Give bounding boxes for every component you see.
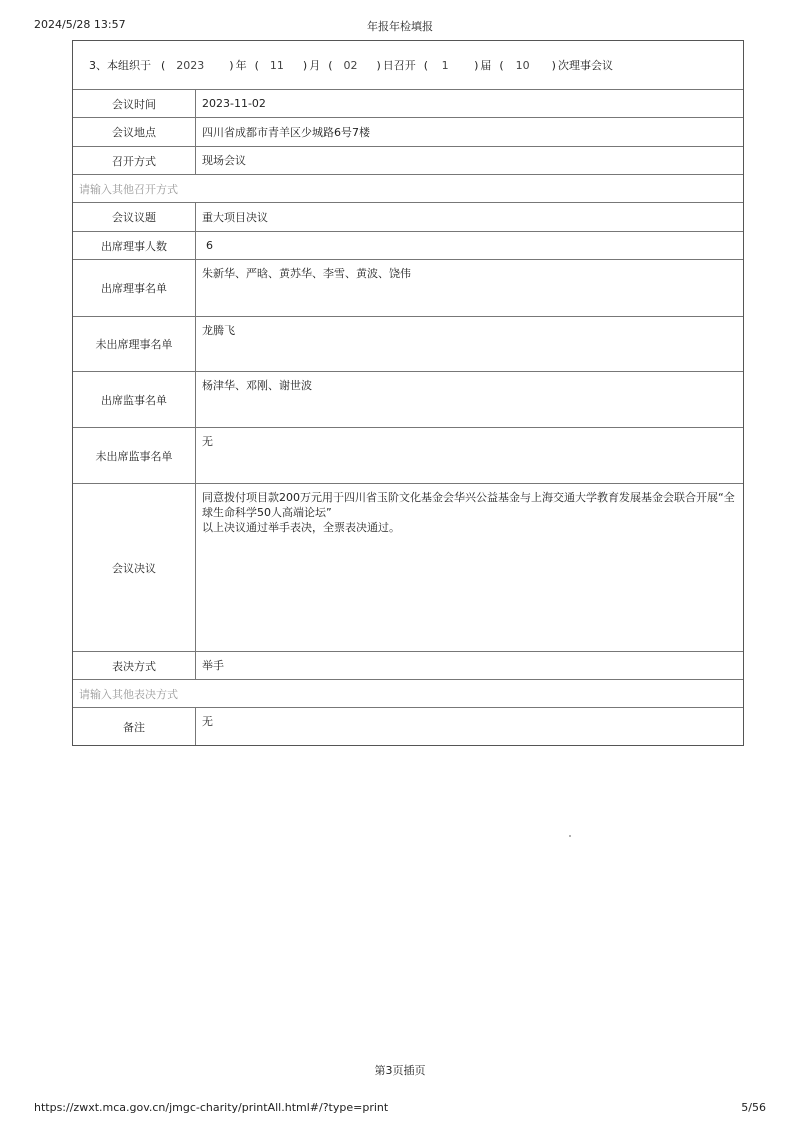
absent-names-label: 未出席理事名单 (73, 317, 196, 371)
absent-names-row (73, 317, 743, 372)
mode-row (73, 147, 743, 175)
open-paren: ( (161, 58, 166, 72)
remark-label: 备注 (73, 708, 196, 745)
meeting-form-table (72, 40, 744, 746)
remark-value[interactable]: 无 (202, 715, 213, 728)
meeting-summary-row (73, 41, 743, 90)
attend-names-value[interactable]: 朱新华、严晗、黄苏华、李雪、黄波、饶伟 (202, 267, 411, 280)
vote-other-input[interactable]: 请输入其他表决方式 (79, 687, 178, 701)
time-label: 会议时间 (73, 90, 196, 117)
close-paren: ) (551, 58, 556, 72)
supervisor-absent-row (73, 428, 743, 484)
meeting-day-field[interactable]: 02 (343, 58, 358, 72)
resolution-line-1: 同意拨付项目款200万元用于四川省玉阶文化基金会华兴公益基金与上海交通大学教育发展基金会联合开展“全球生命科学50人高端论坛” (202, 491, 735, 519)
open-paren: ( (499, 58, 504, 72)
resolution-value[interactable] (196, 484, 743, 651)
supervisor-absent-label: 未出席监事名单 (73, 428, 196, 483)
attend-names-label: 出席理事名单 (73, 260, 196, 316)
print-datetime: 2024/5/28 13:57 (34, 18, 126, 31)
time-row (73, 90, 743, 118)
supervisor-attend-row (73, 372, 743, 428)
meeting-prefix: 3、本组织于 (89, 59, 151, 72)
close-paren: ) (474, 58, 479, 72)
mode-other-row (73, 175, 743, 203)
meeting-month-field[interactable]: 11 (269, 58, 284, 72)
attend-count-label: 出席理事人数 (73, 232, 196, 259)
year-unit: 年 (235, 59, 247, 72)
day-unit: 日召开 (382, 59, 416, 72)
supervisor-attend-value[interactable]: 杨津华、邓刚、谢世波 (202, 379, 312, 392)
scan-speck (569, 835, 571, 837)
mode-label: 召开方式 (73, 147, 196, 174)
mode-value[interactable]: 现场会议 (202, 154, 246, 167)
resolution-row (73, 484, 743, 652)
open-paren: ( (254, 58, 259, 72)
vote-method-label: 表决方式 (73, 652, 196, 679)
topic-label: 会议议题 (73, 203, 196, 231)
order-unit: 次理事会议 (557, 59, 613, 72)
meeting-session-field[interactable]: 1 (441, 58, 449, 72)
attend-count-value[interactable]: 6 (206, 239, 213, 252)
meeting-year-field[interactable]: 2023 (176, 58, 205, 72)
supervisor-attend-label: 出席监事名单 (73, 372, 196, 427)
place-row (73, 118, 743, 147)
open-paren: ( (423, 58, 429, 72)
topic-value[interactable]: 重大项目决议 (202, 210, 268, 224)
close-paren: ) (376, 58, 381, 72)
place-value[interactable]: 四川省成都市青羊区少城路6号7楼 (202, 125, 370, 139)
month-unit: 月 (309, 59, 321, 72)
absent-names-value[interactable]: 龙腾飞 (202, 324, 235, 337)
topic-row (73, 203, 743, 232)
supervisor-absent-value[interactable]: 无 (202, 435, 213, 448)
attend-count-row (73, 232, 743, 260)
page-title: 年报年检填报 (367, 20, 433, 33)
mode-other-input[interactable]: 请输入其他召开方式 (79, 182, 178, 196)
vote-method-row (73, 652, 743, 680)
resolution-label: 会议决议 (73, 484, 196, 651)
close-paren: ) (302, 58, 308, 72)
meeting-order-field[interactable]: 10 (515, 58, 530, 72)
open-paren: ( (328, 58, 333, 72)
remark-row (73, 708, 743, 745)
vote-other-row (73, 680, 743, 708)
page-count: 5/56 (741, 1101, 766, 1114)
place-label: 会议地点 (73, 118, 196, 146)
close-paren: ) (229, 58, 234, 72)
resolution-line-2: 以上决议通过举手表决，全票表决通过。 (202, 521, 400, 534)
page-url: https://zwxt.mca.gov.cn/jmgc-charity/printAll.html#/?type=print (34, 1101, 389, 1114)
vote-method-value[interactable]: 举手 (202, 659, 224, 672)
session-unit: 届 (480, 59, 492, 72)
page-label: 第3页插页 (374, 1064, 426, 1077)
time-value[interactable]: 2023-11-02 (202, 97, 266, 110)
attend-names-row (73, 260, 743, 317)
